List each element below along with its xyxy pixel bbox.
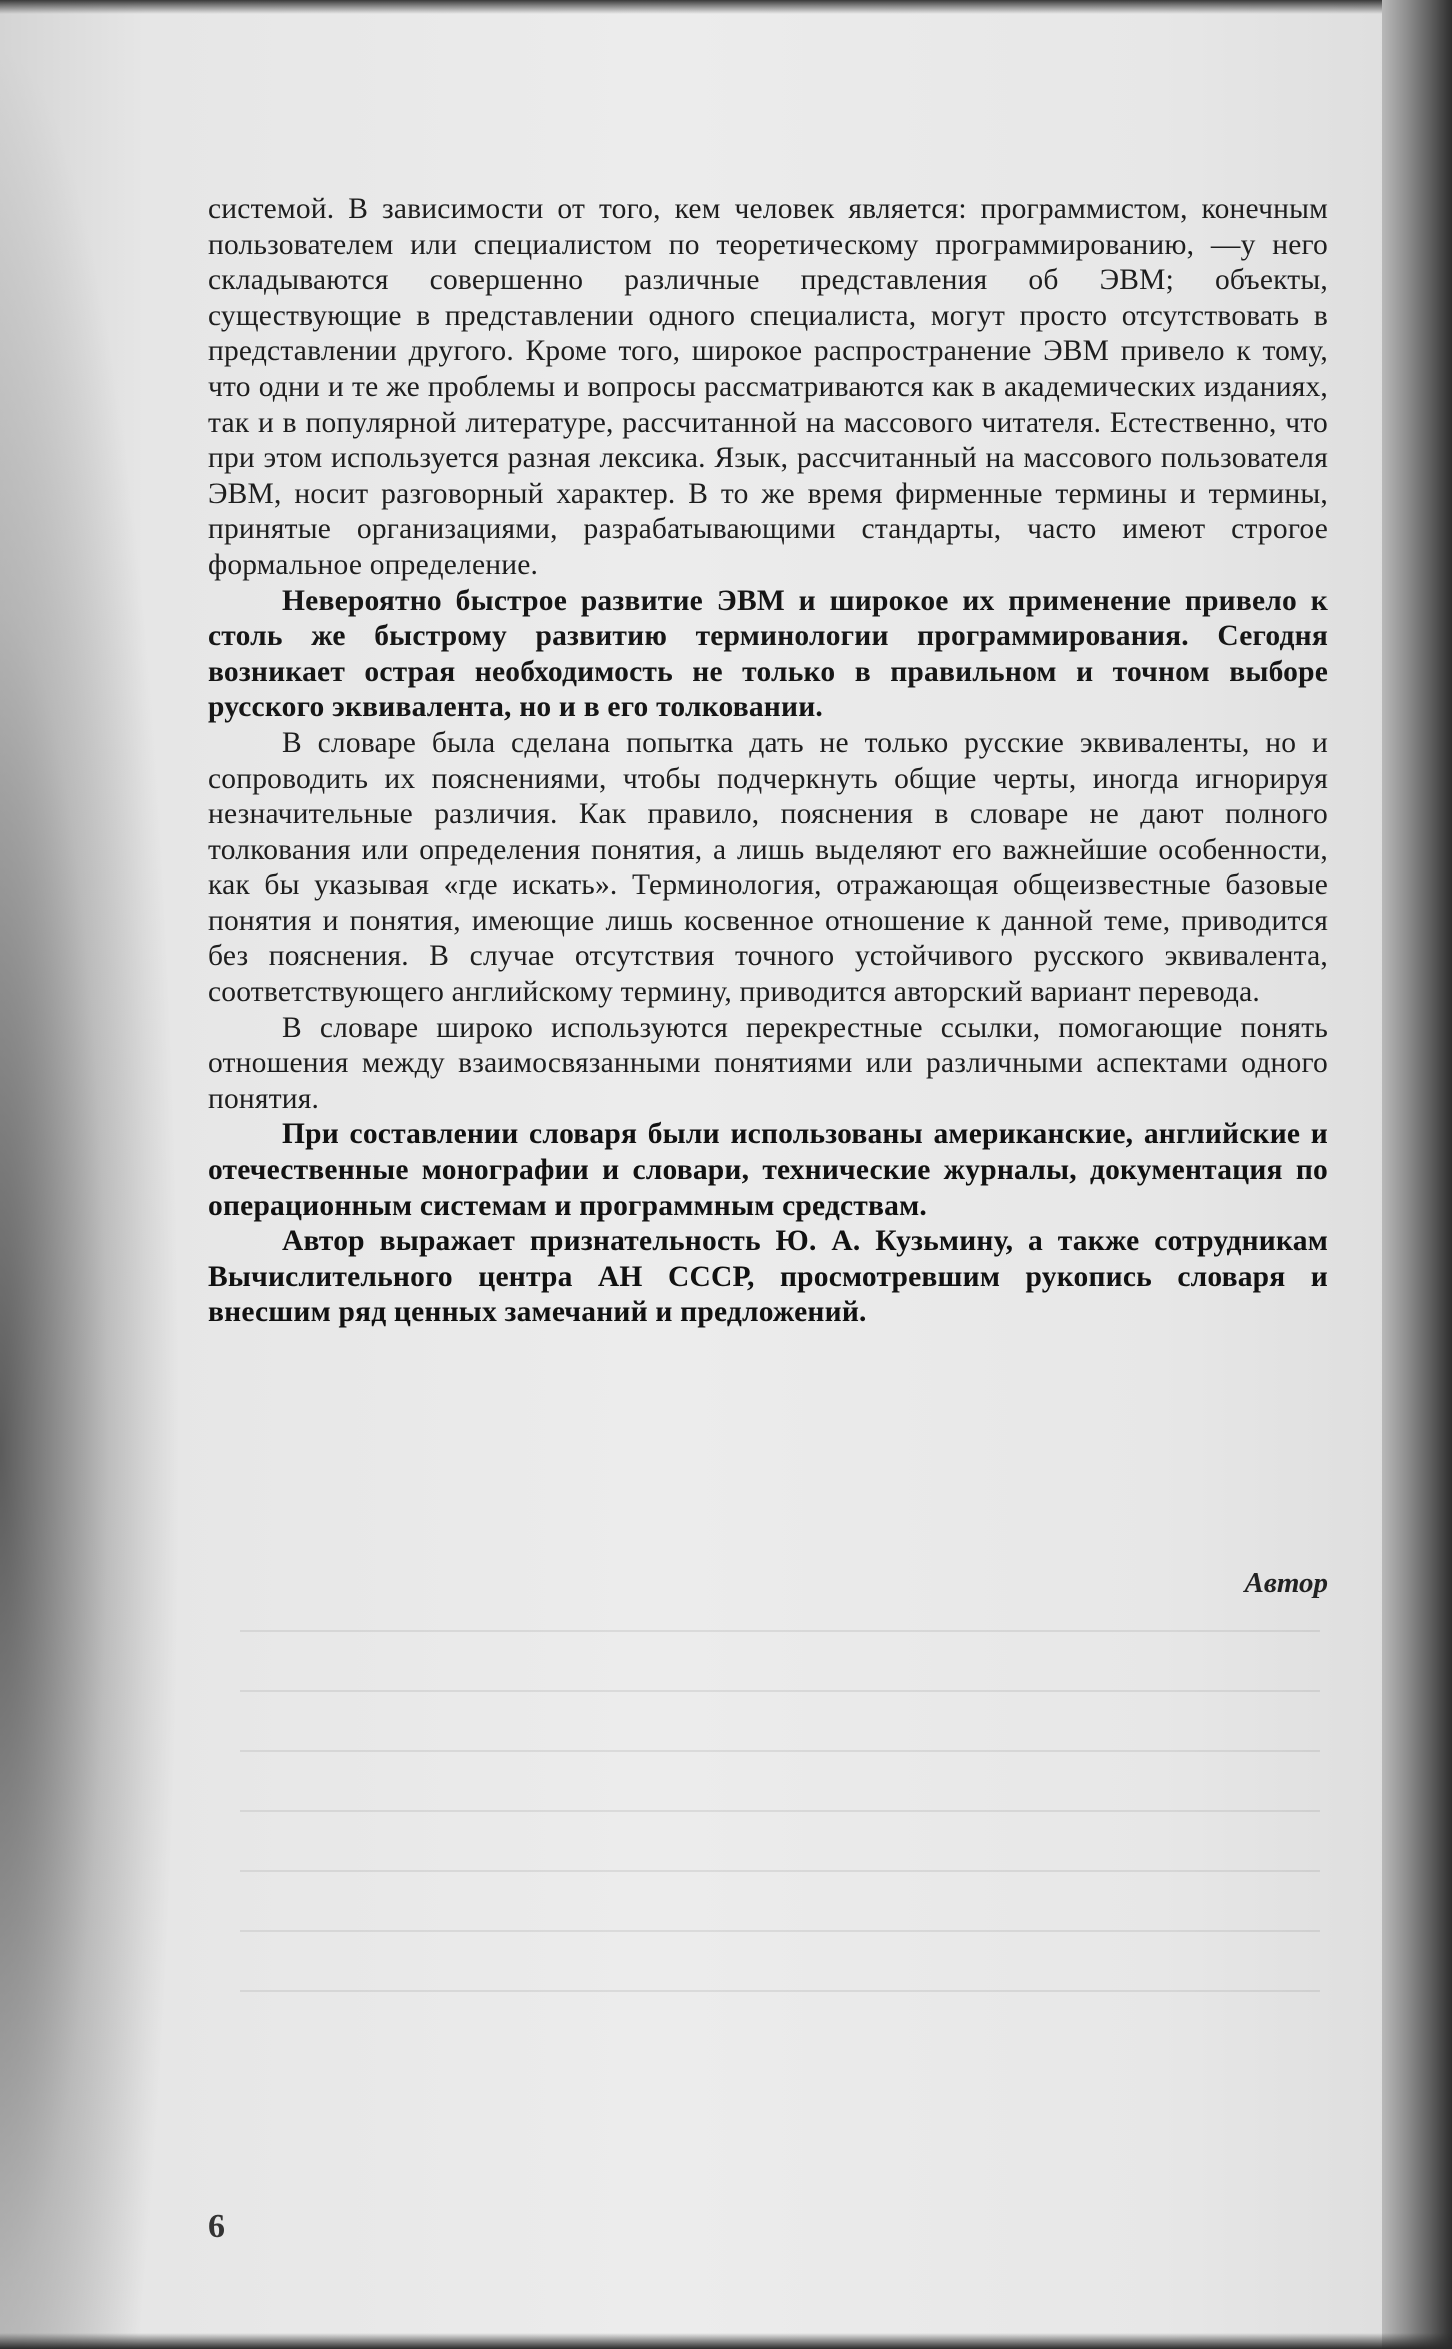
paragraph-3: В словаре была сделана попытка дать не только русские эквиваленты, но и сопроводить их пояснениями, чтобы подчеркнуть общие черты, иногда игнорируя незначительные различия. Как правило, пояснения в словаре не дают полного толкования или определения понятия, а лишь выделяют его важнейшие особенности, как бы указывая «где искать». Терминология, отражающая общеизвестные базовые понятия и понятия, имеющие лишь косвенное отношение к данной теме, приводится без пояснения. В случае отсутствия точного устойчивого русского эквивалента, соответствующего английскому термину, приводится авторский вариант перевода. <box>208 726 1328 1009</box>
page-number: 6 <box>208 2208 225 2245</box>
bleed-through-line <box>240 1990 1320 1992</box>
paragraph-5: При составлении словаря были использованы американские, английские и отечественные монографии и словари, технические журналы, документация по операционным системам и программным средствам. <box>208 1118 1328 1222</box>
bleed-through-line <box>240 1690 1320 1692</box>
bleed-through-line <box>240 1810 1320 1812</box>
page-right-edge <box>1382 0 1452 2349</box>
author-signature: Автор <box>1244 1567 1328 1599</box>
paragraph-2: Невероятно быстрое развитие ЭВМ и широкое их применение привело к столь же быстрому развитию терминологии программирования. Сегодня возникает острая необходимость не только в правильном и точном выборе русского эквивалента, но и в его толковании. <box>208 584 1328 724</box>
bleed-through-line <box>240 1930 1320 1932</box>
page-bottom-shadow <box>0 2333 1452 2349</box>
paragraph-4: В словаре широко используются перекрестные ссылки, помогающие понять отношения между взаимосвязанными понятиями или различными аспектами одного понятия. <box>208 1011 1328 1115</box>
main-text <box>208 192 1328 1331</box>
bleed-through-line <box>240 1750 1320 1752</box>
bleed-through-line <box>240 1630 1320 1632</box>
paragraph-6: Автор выражает признательность Ю. А. Кузьмину, а также сотрудникам Вычислительного центра АН СССР, просмотревшим рукопись словаря и внесшим ряд ценных замечаний и предложений. <box>208 1225 1328 1329</box>
paragraph-1: системой. В зависимости от того, кем человек является: программистом, конечным пользователем или специалистом по теоретическому программированию, —у него складываются совершенно различные представления об ЭВМ; объекты, существующие в представлении одного специалиста, могут просто отсутствовать в представлении другого. Кроме того, широкое распространение ЭВМ привело к тому, что одни и те же проблемы и вопросы рассматриваются как в академических изданиях, так и в популярной литературе, рассчитанной на массового читателя. Естественно, что при этом используется разная лексика. Язык, рассчитанный на массового пользователя ЭВМ, носит разговорный характер. В то же время фирменные термины и термины, принятые организациями, разрабатывающими стандарты, часто имеют строгое формальное определение. <box>208 193 1328 581</box>
page-top-shadow <box>0 0 1452 14</box>
bleed-through-line <box>240 1870 1320 1872</box>
